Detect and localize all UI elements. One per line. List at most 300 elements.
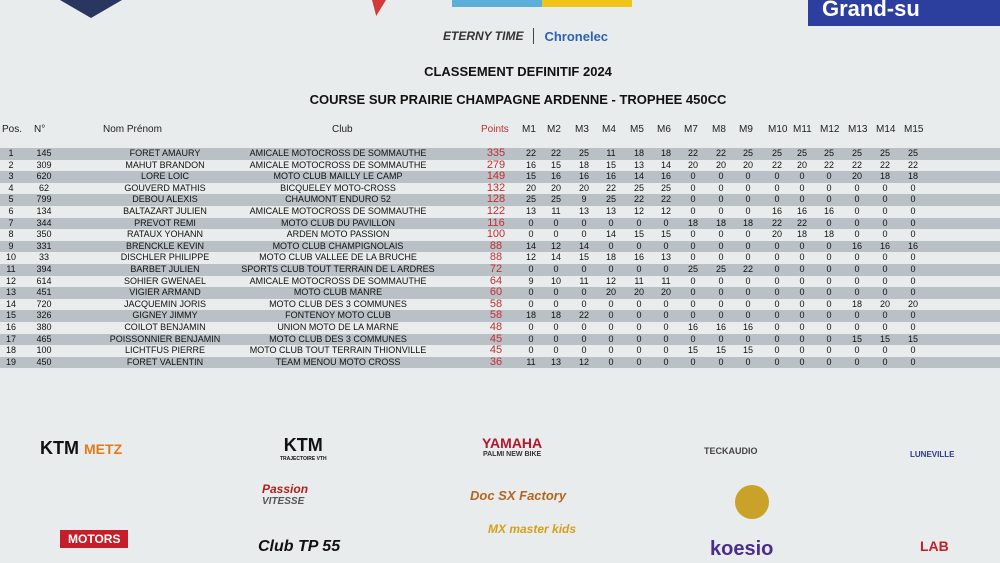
cell-round: 22	[851, 159, 862, 170]
cell-round: 16	[525, 159, 536, 170]
cell-round: 16	[633, 252, 644, 263]
cell-round: 0	[774, 345, 780, 356]
cell-round: 18	[633, 148, 644, 158]
cell-round: 0	[663, 356, 669, 367]
cell-round: 0	[799, 333, 805, 344]
cell-round: 0	[663, 345, 669, 356]
page-title: CLASSEMENT DEFINITIF 2024	[424, 64, 612, 79]
cell-round: 12	[525, 252, 536, 263]
header-round: M13	[848, 124, 868, 135]
cell-round: 11	[634, 275, 644, 286]
cell-num: 799	[36, 194, 52, 205]
cell-points: 60	[489, 286, 503, 299]
cell-round: 25	[907, 148, 918, 158]
cell-round: 0	[882, 217, 888, 228]
cell-round: 0	[636, 333, 642, 344]
cell-round: 22	[525, 148, 536, 158]
cell-round: 0	[854, 287, 860, 298]
cell-name: GOUVERD MATHIS	[124, 182, 206, 193]
top-logo-strip	[0, 0, 1000, 28]
cell-round: 20	[715, 159, 726, 170]
cell-round: 0	[910, 310, 916, 321]
cell-club: MOTO CLUB TOUT TERRAIN THIONVILLE	[249, 345, 427, 356]
cell-name: GIGNEY JIMMY	[132, 310, 198, 321]
cell-round: 0	[553, 321, 559, 332]
cell-pos: 8	[8, 229, 14, 240]
cell-club: CHAUMONT ENDURO 52	[285, 194, 391, 205]
cell-round: 0	[718, 298, 724, 309]
cell-round: 18	[715, 217, 726, 228]
header-round: M5	[630, 124, 644, 135]
cell-round: 0	[663, 321, 669, 332]
cell-round: 0	[826, 275, 832, 286]
cell-round: 9	[528, 275, 534, 286]
cell-round: 0	[745, 240, 751, 251]
cell-round: 0	[528, 321, 534, 332]
cell-name: BARBET JULIEN	[130, 263, 200, 274]
cell-num: 145	[36, 148, 52, 158]
cell-pos: 17	[5, 333, 16, 344]
cell-round: 10	[550, 275, 561, 286]
cell-round: 0	[854, 310, 860, 321]
cell-round: 0	[553, 333, 559, 344]
cell-round: 0	[745, 194, 751, 205]
red-logo	[372, 0, 386, 16]
cell-round: 0	[826, 356, 832, 367]
cell-name: FORET AMAURY	[129, 148, 201, 158]
cell-round: 0	[528, 345, 534, 356]
cell-round: 0	[718, 194, 724, 205]
cell-round: 16	[550, 171, 561, 182]
cell-round: 15	[660, 229, 671, 240]
cell-club: MOTO CLUB VALLEE DE LA BRUCHE	[259, 252, 417, 263]
cell-round: 0	[854, 275, 860, 286]
cell-round: 22	[907, 159, 918, 170]
cell-round: 14	[633, 171, 644, 182]
cell-round: 0	[553, 263, 559, 274]
cell-round: 0	[774, 298, 780, 309]
cell-round: 0	[774, 321, 780, 332]
cell-round: 18	[687, 217, 698, 228]
cell-round: 0	[774, 194, 780, 205]
cell-round: 0	[528, 333, 534, 344]
cell-round: 0	[636, 240, 642, 251]
cell-round: 0	[882, 275, 888, 286]
cell-round: 0	[774, 240, 780, 251]
cell-round: 15	[578, 252, 589, 263]
cell-round: 15	[907, 333, 918, 344]
header-round: M3	[575, 124, 589, 135]
cell-round: 0	[690, 356, 696, 367]
cell-round: 0	[663, 333, 669, 344]
cell-round: 0	[882, 287, 888, 298]
cell-points: 45	[489, 344, 503, 357]
cell-points: 149	[486, 170, 506, 183]
cell-points: 58	[489, 297, 503, 310]
cell-round: 25	[550, 194, 561, 205]
timing-sponsors	[443, 28, 608, 44]
cell-round: 0	[581, 229, 587, 240]
cell-round: 0	[799, 275, 805, 286]
cell-round: 0	[581, 263, 587, 274]
chronelec-logo: Chronelec	[544, 28, 609, 44]
cell-name: RATAUX YOHANN	[126, 229, 203, 240]
header-round: M15	[904, 124, 924, 135]
cell-num: 620	[36, 171, 52, 182]
cell-club: SPORTS CLUB TOUT TERRAIN DE L ARDRES	[241, 263, 435, 274]
header-club: Club	[332, 124, 353, 135]
cell-round: 20	[879, 298, 890, 309]
cell-round: 0	[882, 194, 888, 205]
cell-round: 16	[879, 240, 890, 251]
header-round: M9	[739, 124, 753, 135]
cell-points: 122	[486, 204, 506, 217]
cell-round: 0	[745, 171, 751, 182]
cell-round: 0	[636, 298, 642, 309]
cell-round: 16	[771, 205, 782, 216]
cell-club: MOTO CLUB DES 3 COMMUNES	[269, 333, 407, 344]
cell-name: POISSONNIER BENJAMIN	[109, 333, 221, 344]
header-pos: Pos.	[2, 124, 23, 135]
cell-points: 128	[486, 193, 506, 206]
cell-round: 0	[718, 205, 724, 216]
passion-text: Passion	[262, 482, 309, 496]
cell-num: 465	[36, 333, 52, 344]
cell-round: 0	[826, 321, 832, 332]
table-row	[0, 264, 1000, 276]
ktm-text: KTM	[40, 438, 79, 458]
cell-name: PREVOT REMI	[134, 217, 196, 228]
table-header	[0, 118, 1000, 142]
header-round: M1	[522, 124, 536, 135]
cell-round: 11	[551, 205, 561, 216]
cell-round: 20	[907, 298, 918, 309]
cell-round: 0	[553, 217, 559, 228]
cell-name: VIGIER ARMAND	[129, 287, 201, 298]
cell-name: BRENCKLE KEVIN	[125, 240, 205, 251]
cell-club: MOTO CLUB MANRE	[293, 287, 383, 298]
cell-round: 0	[663, 217, 669, 228]
cell-round: 25	[687, 263, 698, 274]
cell-points: 116	[487, 216, 505, 229]
cell-name: DISCHLER PHILIPPE	[120, 252, 210, 263]
cell-round: 0	[882, 263, 888, 274]
cell-round: 0	[854, 356, 860, 367]
cell-round: 0	[854, 263, 860, 274]
header-round: M10	[768, 124, 788, 135]
cell-round: 13	[578, 205, 589, 216]
cell-round: 0	[854, 182, 860, 193]
cell-round: 14	[578, 240, 589, 251]
cell-round: 0	[636, 356, 642, 367]
cell-name: LICHTFUS PIERRE	[124, 345, 205, 356]
cell-round: 0	[882, 321, 888, 332]
cell-num: 309	[36, 159, 52, 170]
cell-round: 0	[690, 298, 696, 309]
cell-round: 0	[745, 275, 751, 286]
cell-round: 0	[854, 194, 860, 205]
cell-pos: 5	[8, 194, 14, 205]
cell-pos: 16	[5, 321, 16, 332]
cell-round: 20	[633, 287, 644, 298]
cell-round: 15	[633, 229, 644, 240]
cell-round: 22	[823, 159, 834, 170]
cell-club: AMICALE MOTOCROSS DE SOMMAUTHE	[249, 159, 427, 170]
cell-num: 394	[36, 263, 52, 274]
cell-round: 0	[826, 287, 832, 298]
teckaudio-logo: TECKAUDIO	[704, 446, 758, 456]
cell-round: 16	[715, 321, 726, 332]
cell-round: 0	[745, 229, 751, 240]
cell-pos: 4	[8, 182, 14, 193]
cell-points: 64	[489, 274, 503, 287]
cell-round: 0	[745, 287, 751, 298]
cell-round: 18	[525, 310, 536, 321]
cell-round: 13	[525, 205, 536, 216]
cell-round: 12	[660, 205, 671, 216]
cell-num: 614	[36, 275, 52, 286]
cell-round: 0	[826, 252, 832, 263]
cell-points: 132	[486, 181, 506, 194]
cell-round: 0	[690, 310, 696, 321]
cell-round: 0	[910, 345, 916, 356]
moto-luneville-logo: LUNEVILLE	[910, 450, 955, 459]
cell-round: 18	[660, 148, 671, 158]
cell-round: 22	[605, 182, 616, 193]
cell-round: 0	[608, 345, 614, 356]
cell-round: 25	[823, 148, 834, 158]
trajectoire-text: TRAJECTOIRE VTH	[280, 456, 327, 462]
eterny-logo: ETERNY TIME	[443, 29, 524, 43]
cell-round: 0	[774, 252, 780, 263]
cell-round: 0	[910, 275, 916, 286]
cell-round: 0	[854, 321, 860, 332]
cell-pos: 9	[8, 240, 14, 251]
grand-est-logo: Grand-su	[808, 0, 1000, 26]
passion-vitesse-logo	[262, 482, 308, 507]
cell-round: 0	[608, 217, 614, 228]
cell-round: 0	[826, 194, 832, 205]
cell-round: 0	[636, 321, 642, 332]
ktm-metz-logo	[40, 438, 122, 459]
cell-round: 0	[690, 275, 696, 286]
cell-round: 12	[578, 356, 589, 367]
cell-name: MAHUT BRANDON	[125, 159, 205, 170]
cell-round: 14	[605, 229, 616, 240]
cell-round: 16	[823, 205, 834, 216]
cell-round: 14	[525, 240, 536, 251]
cell-round: 14	[660, 159, 671, 170]
cell-round: 16	[578, 171, 589, 182]
cell-pos: 14	[5, 298, 16, 309]
cell-num: 134	[36, 205, 52, 216]
cell-round: 0	[910, 217, 916, 228]
cell-round: 0	[745, 182, 751, 193]
cell-round: 0	[553, 229, 559, 240]
cell-round: 15	[687, 345, 698, 356]
cell-club: MOTO CLUB DU PAVILLON	[280, 217, 396, 228]
header-round: M2	[547, 124, 561, 135]
cell-name: JACQUEMIN JORIS	[123, 298, 206, 309]
cell-round: 0	[718, 182, 724, 193]
cell-num: 350	[36, 229, 52, 240]
ktm-text: KTM	[283, 435, 323, 455]
cell-round: 0	[854, 205, 860, 216]
cell-round: 18	[823, 229, 834, 240]
cell-round: 0	[799, 240, 805, 251]
cell-round: 0	[799, 321, 805, 332]
cell-round: 0	[690, 171, 696, 182]
cell-num: 344	[36, 217, 52, 228]
cell-round: 15	[742, 345, 753, 356]
cell-round: 0	[608, 298, 614, 309]
cell-round: 0	[581, 298, 587, 309]
cell-round: 20	[742, 159, 753, 170]
cell-pos: 2	[8, 159, 14, 170]
table-row	[0, 357, 1000, 369]
cell-round: 25	[796, 148, 807, 158]
cell-round: 0	[882, 252, 888, 263]
cell-name: BALTAZART JULIEN	[123, 205, 207, 216]
cell-num: 62	[38, 182, 49, 193]
cell-round: 20	[525, 182, 536, 193]
cell-round: 22	[633, 194, 644, 205]
cell-round: 0	[663, 310, 669, 321]
metz-text: METZ	[84, 441, 123, 457]
cell-round: 0	[690, 287, 696, 298]
header-name: Nom Prénom	[103, 124, 162, 135]
cell-round: 0	[774, 171, 780, 182]
cell-round: 25	[578, 148, 589, 158]
vitesse-text: VITESSE	[262, 496, 305, 507]
cell-pos: 3	[8, 171, 14, 182]
cell-round: 20	[851, 171, 862, 182]
cell-round: 15	[605, 159, 616, 170]
cell-pos: 10	[5, 252, 16, 263]
cell-round: 0	[663, 240, 669, 251]
cell-round: 22	[796, 217, 807, 228]
cell-round: 0	[910, 182, 916, 193]
cell-pos: 19	[5, 356, 16, 367]
cell-round: 0	[745, 310, 751, 321]
cell-round: 0	[826, 171, 832, 182]
cell-round: 25	[715, 263, 726, 274]
cell-points: 279	[486, 158, 506, 171]
cell-round: 0	[882, 310, 888, 321]
page-subtitle: COURSE SUR PRAIRIE CHAMPAGNE ARDENNE - TROPHEE 450CC	[309, 92, 727, 107]
cell-pos: 6	[8, 205, 14, 216]
cell-pos: 12	[5, 275, 16, 286]
cell-num: 33	[38, 252, 49, 263]
cell-num: 380	[36, 321, 52, 332]
cell-round: 0	[774, 356, 780, 367]
cell-points: 58	[489, 309, 503, 322]
cell-round: 20	[578, 182, 589, 193]
cell-round: 0	[608, 333, 614, 344]
cell-round: 0	[826, 333, 832, 344]
cell-round: 15	[715, 345, 726, 356]
cell-round: 13	[660, 252, 671, 263]
header-num: N°	[34, 124, 46, 135]
cell-round: 25	[851, 148, 862, 158]
yamaha-logo	[482, 435, 542, 458]
cell-club: MOTO CLUB MAILLY LE CAMP	[273, 171, 403, 182]
table-row	[0, 345, 1000, 357]
table-row	[0, 322, 1000, 334]
cell-round: 0	[690, 194, 696, 205]
cell-round: 0	[826, 182, 832, 193]
cell-round: 0	[690, 252, 696, 263]
cell-round: 0	[636, 345, 642, 356]
cell-round: 0	[826, 217, 832, 228]
cell-round: 16	[687, 321, 698, 332]
cell-round: 0	[553, 345, 559, 356]
cell-round: 20	[605, 287, 616, 298]
cell-pos: 13	[5, 287, 16, 298]
cell-round: 0	[718, 310, 724, 321]
cell-round: 16	[742, 321, 753, 332]
cell-round: 0	[718, 240, 724, 251]
cell-round: 0	[690, 333, 696, 344]
cell-club: FONTENOY MOTO CLUB	[285, 310, 391, 321]
cell-round: 13	[633, 159, 644, 170]
cell-round: 0	[910, 205, 916, 216]
cell-round: 0	[826, 310, 832, 321]
cell-round: 0	[799, 345, 805, 356]
cell-round: 20	[687, 159, 698, 170]
cell-round: 0	[553, 298, 559, 309]
cell-round: 0	[910, 356, 916, 367]
cell-round: 0	[636, 310, 642, 321]
cell-round: 22	[687, 148, 698, 158]
cell-club: AMICALE MOTOCROSS DE SOMMAUTHE	[249, 275, 427, 286]
cell-round: 18	[796, 229, 807, 240]
cell-round: 0	[528, 298, 534, 309]
cell-points: 48	[489, 320, 503, 333]
yamaha-text: YAMAHA	[482, 435, 543, 451]
cell-round: 20	[771, 229, 782, 240]
cell-round: 12	[605, 275, 616, 286]
cell-round: 0	[799, 171, 805, 182]
cell-round: 0	[826, 263, 832, 274]
cell-round: 18	[851, 298, 862, 309]
cell-round: 25	[605, 194, 616, 205]
cell-round: 0	[799, 263, 805, 274]
cell-round: 0	[882, 345, 888, 356]
cell-round: 0	[910, 263, 916, 274]
cell-round: 22	[879, 159, 890, 170]
cell-num: 331	[36, 240, 52, 251]
header-points: Points	[481, 124, 509, 135]
cell-round: 0	[718, 229, 724, 240]
cell-round: 9	[581, 194, 587, 205]
cell-round: 15	[879, 333, 890, 344]
cell-round: 0	[718, 252, 724, 263]
cell-round: 0	[854, 252, 860, 263]
cell-round: 0	[608, 356, 614, 367]
cell-points: 335	[486, 147, 506, 159]
cell-club: MOTO CLUB DES 3 COMMUNES	[269, 298, 407, 309]
cell-round: 22	[550, 148, 561, 158]
mx-master-kids-logo: MX master kids	[488, 522, 577, 536]
cell-round: 0	[718, 171, 724, 182]
cell-round: 11	[606, 148, 616, 158]
cell-round: 0	[636, 217, 642, 228]
cell-points: 72	[489, 262, 503, 275]
cell-round: 16	[907, 240, 918, 251]
cell-round: 22	[578, 310, 589, 321]
cell-round: 0	[882, 182, 888, 193]
